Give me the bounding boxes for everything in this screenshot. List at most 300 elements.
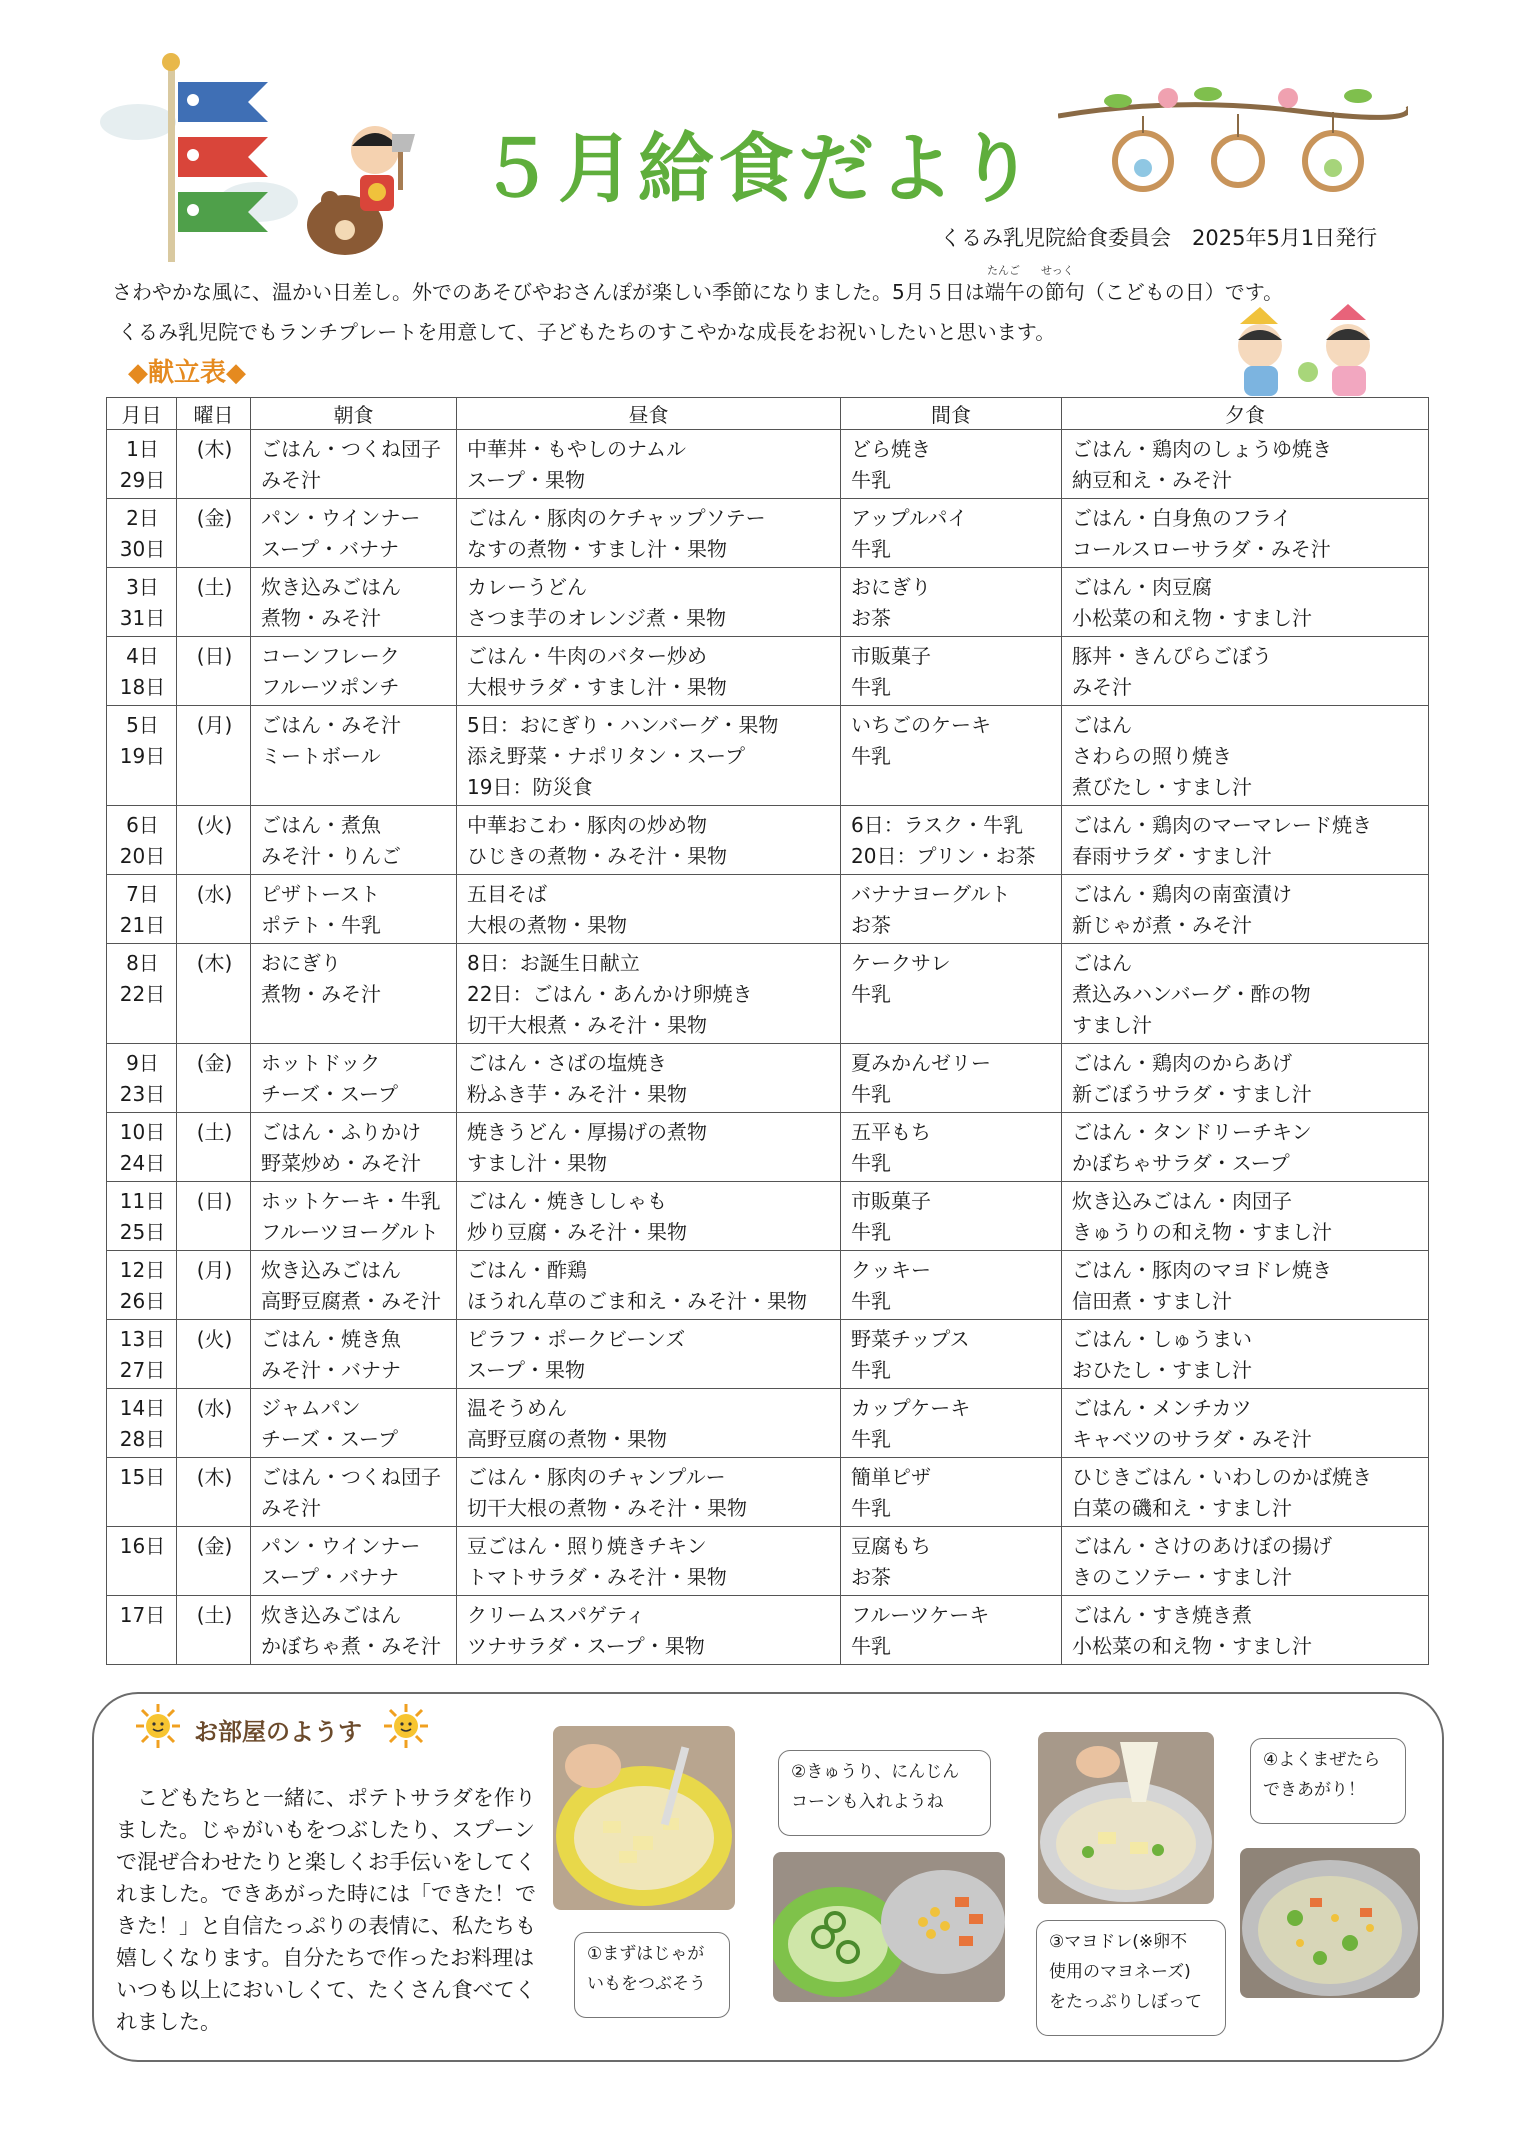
breakfast-cell: [251, 637, 457, 706]
dinner-cell: [1062, 1596, 1429, 1665]
lunch-cell: [457, 1527, 841, 1596]
table-row: [107, 706, 1429, 806]
cell-line: ピラフ・ポークビーンズ: [467, 1327, 686, 1351]
table-row: [107, 1458, 1429, 1527]
table-row: [107, 430, 1429, 499]
cell-line: ごはん・焼きししゃも: [467, 1189, 667, 1213]
table-row: [107, 499, 1429, 568]
cell-line: お茶: [851, 606, 891, 630]
breakfast-cell: [251, 1251, 457, 1320]
children-illustration: [1220, 302, 1400, 402]
cell-line: 11日: [119, 1189, 166, 1213]
photo-adding-vegetables: [773, 1852, 1005, 2002]
dinner-cell: [1062, 1389, 1429, 1458]
koinobori-illustration: [98, 52, 298, 262]
header-lunch: 昼食: [457, 398, 841, 430]
cell-line: 切干大根煮・みそ汁・果物: [467, 1013, 707, 1037]
cell-line: ごはん・白身魚のフライ: [1072, 506, 1292, 530]
cell-line: 牛乳: [851, 537, 891, 561]
cell-line: いちごのケーキ: [851, 713, 991, 737]
cell-line: ごはん・さばの塩焼き: [467, 1051, 667, 1075]
snack-cell: [841, 568, 1062, 637]
cell-line: きのこソテー・すまし汁: [1072, 1565, 1292, 1589]
cell-line: 29日: [119, 468, 166, 492]
cell-line: 野菜チップス: [851, 1327, 970, 1351]
dinner-cell: [1062, 1320, 1429, 1389]
snack-cell: [841, 1044, 1062, 1113]
cell-line: 信田煮・すまし汁: [1072, 1289, 1232, 1313]
cell-line: 牛乳: [851, 675, 891, 699]
breakfast-cell: [251, 944, 457, 1044]
cell-line: 中華おこわ・豚肉の炒め物: [467, 813, 707, 837]
cell-line: ごはん・鶏肉のからあげ: [1072, 1051, 1292, 1075]
cell-line: 大根の煮物・果物: [467, 913, 627, 937]
cell-line: 28日: [119, 1427, 166, 1451]
weekday-cell: (木): [177, 430, 251, 499]
weekday-cell: (火): [177, 1320, 251, 1389]
cell-line: ごはん・鶏肉のしょうゆ焼き: [1072, 437, 1332, 461]
dinner-cell: [1062, 806, 1429, 875]
cell-line: 牛乳: [851, 1358, 891, 1382]
breakfast-cell: [251, 430, 457, 499]
cell-line: フルーツヨーグルト: [261, 1220, 439, 1244]
cell-line: 22日: [119, 982, 166, 1006]
weekday-cell: (日): [177, 637, 251, 706]
greeting-line-1: さわやかな風に、温かい日差し。外でのあそびやおさんぽが楽しい季節になりました。5月５日は端午の節句（こどもの日）です。: [112, 280, 1284, 304]
table-header-row: [107, 398, 1429, 430]
menu-section-label: ◆献立表◆: [128, 358, 246, 388]
snack-cell: [841, 499, 1062, 568]
dinner-cell: [1062, 1182, 1429, 1251]
breakfast-cell: [251, 1320, 457, 1389]
cell-line: スープ・果物: [467, 468, 585, 492]
cell-line: 13日: [119, 1327, 166, 1351]
cell-line: ごはん: [1072, 951, 1132, 975]
lunch-cell: [457, 944, 841, 1044]
cell-line: 5日：おにぎり・ハンバーグ・果物: [467, 713, 779, 737]
breakfast-cell: [251, 499, 457, 568]
breakfast-cell: [251, 806, 457, 875]
table-row: [107, 806, 1429, 875]
dinner-cell: [1062, 1113, 1429, 1182]
cell-line: ケークサレ: [851, 951, 951, 975]
cell-line: 炊き込みごはん: [261, 1258, 401, 1282]
cell-line: チーズ・スープ: [261, 1082, 398, 1106]
cell-line: みそ汁: [261, 1496, 321, 1520]
cell-line: 牛乳: [851, 982, 891, 1006]
snack-cell: [841, 1389, 1062, 1458]
cell-line: おにぎり: [851, 575, 931, 599]
cell-line: アップルパイ: [851, 506, 968, 530]
snack-cell: [841, 430, 1062, 499]
cell-line: すまし汁・果物: [467, 1151, 607, 1175]
cell-line: 牛乳: [851, 1082, 891, 1106]
cell-line: 温そうめん: [467, 1396, 567, 1420]
cell-line: カレーうどん: [467, 575, 587, 599]
ruby-sekku: せっく: [1041, 264, 1074, 277]
cell-line: みそ汁: [1072, 675, 1132, 699]
cell-line: フルーツケーキ: [851, 1603, 990, 1627]
cell-line: 24日: [119, 1151, 166, 1175]
issuer-line: くるみ乳児院給食委員会 2025年5月1日発行: [940, 226, 1378, 250]
menu-table-body: [107, 430, 1429, 1665]
cell-line: 高野豆腐煮・みそ汁: [261, 1289, 441, 1313]
date-cell: [107, 1458, 177, 1527]
cell-line: 27日: [119, 1358, 166, 1382]
cell-line: ごはん・鶏肉のマーマレード焼き: [1072, 813, 1372, 837]
weekday-cell: (日): [177, 1182, 251, 1251]
cell-line: スープ・バナナ: [261, 1565, 399, 1589]
cell-line: 春雨サラダ・すまし汁: [1072, 844, 1272, 868]
date-cell: [107, 1044, 177, 1113]
cell-line: クッキー: [851, 1258, 931, 1282]
cell-line: 簡単ピザ: [851, 1465, 931, 1489]
dinner-cell: [1062, 875, 1429, 944]
cell-line: パン・ウインナー: [261, 506, 421, 530]
cell-line: 焼きうどん・厚揚げの煮物: [467, 1120, 707, 1144]
cell-line: ごはん・豚肉のマヨドレ焼き: [1072, 1258, 1332, 1282]
lunch-cell: [457, 430, 841, 499]
breakfast-cell: [251, 1596, 457, 1665]
cell-line: 9日: [126, 1051, 159, 1075]
cell-line: ごはん・豚肉のチャンプルー: [467, 1465, 726, 1489]
kintaro-bear-illustration: [300, 120, 430, 260]
table-row: [107, 1113, 1429, 1182]
cell-line: ごはん・しゅうまい: [1072, 1327, 1252, 1351]
cell-line: 牛乳: [851, 1151, 891, 1175]
lunch-cell: [457, 1113, 841, 1182]
weekday-cell: (木): [177, 944, 251, 1044]
cell-line: 煮びたし・すまし汁: [1072, 775, 1252, 799]
cell-line: ホットケーキ・牛乳: [261, 1189, 441, 1213]
dinner-cell: [1062, 430, 1429, 499]
cell-line: ほうれん草のごま和え・みそ汁・果物: [467, 1289, 807, 1313]
cell-line: 21日: [119, 913, 166, 937]
header-date: 月日: [107, 398, 177, 430]
cell-line: チーズ・スープ: [261, 1427, 398, 1451]
date-cell: [107, 1596, 177, 1665]
table-row: [107, 1182, 1429, 1251]
table-row: [107, 637, 1429, 706]
cell-line: 切干大根の煮物・みそ汁・果物: [467, 1496, 747, 1520]
cell-line: みそ汁・バナナ: [261, 1358, 401, 1382]
photo-finished-salad: [1240, 1848, 1420, 1998]
cell-line: ごはん・牛肉のバター炒め: [467, 644, 707, 668]
cell-line: 牛乳: [851, 1289, 891, 1313]
sun-icon: [134, 1702, 182, 1750]
weekday-cell: (水): [177, 1389, 251, 1458]
dinner-cell: [1062, 568, 1429, 637]
table-row: [107, 1389, 1429, 1458]
cell-line: 14日: [119, 1396, 166, 1420]
date-cell: [107, 1389, 177, 1458]
cell-line: トマトサラダ・みそ汁・果物: [467, 1565, 727, 1589]
weekday-cell: (土): [177, 568, 251, 637]
breakfast-cell: [251, 875, 457, 944]
cell-line: 炒り豆腐・みそ汁・果物: [467, 1220, 687, 1244]
sun-icon: [382, 1702, 430, 1750]
cell-line: 牛乳: [851, 1634, 891, 1658]
lunch-cell: [457, 1596, 841, 1665]
cell-line: 五目そば: [467, 882, 547, 906]
cell-line: 牛乳: [851, 1220, 891, 1244]
room-description: こどもたちと一緒に、ポテトサラダを作りました。じゃがいもをつぶしたり、スプーンで混ぜ合わせたりと楽しくお手伝いをしてくれました。できあがった時には「できた！できた！」と自信たっぷりの表情に、私たちも嬉しくなります。自分たちで作ったお料理はいつも以上においしくて、たくさん食べてくれました。: [116, 1786, 536, 2034]
cell-line: ひじきの煮物・みそ汁・果物: [467, 844, 727, 868]
cell-line: どら焼き: [851, 437, 931, 461]
lunch-cell: [457, 875, 841, 944]
date-cell: [107, 806, 177, 875]
cell-line: 8日: [126, 951, 159, 975]
caption-step-4: ④よくまぜたら できあがり！: [1250, 1738, 1406, 1824]
cell-line: 白菜の磯和え・すまし汁: [1072, 1496, 1292, 1520]
cell-line: 大根サラダ・すまし汁・果物: [467, 675, 727, 699]
table-row: [107, 875, 1429, 944]
header-breakfast: 朝食: [251, 398, 457, 430]
cell-line: 1日: [126, 437, 159, 461]
cell-line: 市販菓子: [851, 1189, 931, 1213]
cell-line: コーンフレーク: [261, 644, 400, 668]
cell-line: 豆ごはん・照り焼きチキン: [467, 1534, 707, 1558]
table-row: [107, 1596, 1429, 1665]
cell-line: ごはん・焼き魚: [261, 1327, 401, 1351]
lunch-cell: [457, 1251, 841, 1320]
cell-line: 19日: [119, 744, 166, 768]
breakfast-cell: [251, 1113, 457, 1182]
cell-line: 市販菓子: [851, 644, 931, 668]
cell-line: キャベツのサラダ・みそ汁: [1072, 1427, 1312, 1451]
cell-line: 添え野菜・ナポリタン・スープ: [467, 744, 745, 768]
snack-cell: [841, 1527, 1062, 1596]
lunch-cell: [457, 1389, 841, 1458]
table-row: [107, 1251, 1429, 1320]
table-row: [107, 1044, 1429, 1113]
cell-line: ごはん・つくね団子: [261, 1465, 441, 1489]
cell-line: 中華丼・もやしのナムル: [467, 437, 686, 461]
cell-line: 2日: [126, 506, 159, 530]
cell-line: 納豆和え・みそ汁: [1072, 468, 1232, 492]
cell-line: 牛乳: [851, 1427, 891, 1451]
ruby-tango: たんご: [987, 264, 1020, 277]
caption-step-2: ②きゅうり、にんじん コーンも入れようね: [778, 1750, 991, 1836]
cell-line: 3日: [126, 575, 159, 599]
dinner-cell: [1062, 637, 1429, 706]
cell-line: ごはん・つくね団子: [261, 437, 441, 461]
cell-line: かぼちゃ煮・みそ汁: [261, 1634, 441, 1658]
cell-line: さつま芋のオレンジ煮・果物: [467, 606, 726, 630]
greeting-line-2: くるみ乳児院でもランチプレートを用意して、子どもたちのすこやかな成長をお祝いしたいと思います。: [118, 320, 1056, 344]
cell-line: 7日: [126, 882, 159, 906]
cell-line: 19日：防災食: [467, 775, 593, 799]
cell-line: 炊き込みごはん: [261, 1603, 401, 1627]
cell-line: おひたし・すまし汁: [1072, 1358, 1252, 1382]
cell-line: クリームスパゲティ: [467, 1603, 646, 1627]
date-cell: [107, 637, 177, 706]
date-cell: [107, 1527, 177, 1596]
weekday-cell: (金): [177, 1527, 251, 1596]
newsletter-title: ５月給食だより: [478, 124, 1038, 213]
dinner-cell: [1062, 1527, 1429, 1596]
weekday-cell: (月): [177, 706, 251, 806]
cell-line: 炊き込みごはん・肉団子: [1072, 1189, 1292, 1213]
cell-line: 12日: [119, 1258, 166, 1282]
cell-line: 16日: [119, 1534, 166, 1558]
snack-cell: [841, 806, 1062, 875]
weekday-cell: (木): [177, 1458, 251, 1527]
cell-line: お茶: [851, 913, 891, 937]
lunch-cell: [457, 1458, 841, 1527]
breakfast-cell: [251, 1458, 457, 1527]
cell-line: 22日：ごはん・あんかけ卵焼き: [467, 982, 753, 1006]
cell-line: ごはん・肉豆腐: [1072, 575, 1212, 599]
cell-line: 炊き込みごはん: [261, 575, 401, 599]
date-cell: [107, 1251, 177, 1320]
snack-cell: [841, 875, 1062, 944]
cell-line: 高野豆腐の煮物・果物: [467, 1427, 667, 1451]
cell-line: ホットドック: [261, 1051, 381, 1075]
cell-line: ごはん・さけのあけぼの揚げ: [1072, 1534, 1332, 1558]
cell-line: ごはん・タンドリーチキン: [1072, 1120, 1312, 1144]
cell-line: おにぎり: [261, 951, 341, 975]
dinner-cell: [1062, 706, 1429, 806]
breakfast-cell: [251, 568, 457, 637]
menu-table: [106, 397, 1429, 1665]
snack-cell: [841, 1596, 1062, 1665]
cell-line: コールスローサラダ・みそ汁: [1072, 537, 1331, 561]
cell-line: ごはん・メンチカツ: [1072, 1396, 1252, 1420]
cell-line: ポテト・牛乳: [261, 913, 381, 937]
cell-line: すまし汁: [1072, 1013, 1152, 1037]
cell-line: 30日: [119, 537, 166, 561]
lunch-cell: [457, 1044, 841, 1113]
cell-line: 煮物・みそ汁: [261, 606, 381, 630]
cell-line: 6日: [126, 813, 159, 837]
cell-line: 10日: [119, 1120, 166, 1144]
date-cell: [107, 944, 177, 1044]
cell-line: フルーツポンチ: [261, 675, 400, 699]
lunch-cell: [457, 499, 841, 568]
weekday-cell: (金): [177, 499, 251, 568]
cell-line: みそ汁: [261, 468, 321, 492]
header-snack: 間食: [841, 398, 1062, 430]
cell-line: なすの煮物・すまし汁・果物: [467, 537, 727, 561]
cell-line: 夏みかんゼリー: [851, 1051, 991, 1075]
header-weekday: 曜日: [177, 398, 251, 430]
weekday-cell: (月): [177, 1251, 251, 1320]
cell-line: ごはん・すき焼き煮: [1072, 1603, 1252, 1627]
snack-cell: [841, 1113, 1062, 1182]
cell-line: 23日: [119, 1082, 166, 1106]
cell-line: ジャムパン: [261, 1396, 361, 1420]
table-row: [107, 944, 1429, 1044]
cell-line: 煮物・みそ汁: [261, 982, 381, 1006]
snack-cell: [841, 1182, 1062, 1251]
cell-line: 五平もち: [851, 1120, 931, 1144]
cell-line: 6日：ラスク・牛乳: [851, 813, 1024, 837]
cell-line: ごはん・鶏肉の南蛮漬け: [1072, 882, 1292, 906]
cell-line: 18日: [119, 675, 166, 699]
weekday-cell: (土): [177, 1113, 251, 1182]
caption-step-3: ③マヨドレ(※卵不 使用のマヨネーズ) をたっぷりしぼって: [1036, 1920, 1226, 2036]
lunch-cell: [457, 806, 841, 875]
cell-line: きゅうりの和え物・すまし汁: [1072, 1220, 1332, 1244]
snack-cell: [841, 637, 1062, 706]
date-cell: [107, 706, 177, 806]
cell-line: 煮込みハンバーグ・酢の物: [1072, 982, 1311, 1006]
dinner-cell: [1062, 1458, 1429, 1527]
breakfast-cell: [251, 1182, 457, 1251]
date-cell: [107, 430, 177, 499]
cell-line: スープ・果物: [467, 1358, 585, 1382]
cell-line: 新ごぼうサラダ・すまし汁: [1072, 1082, 1312, 1106]
cell-line: 4日: [126, 644, 159, 668]
cell-line: 牛乳: [851, 468, 891, 492]
dinner-cell: [1062, 1044, 1429, 1113]
photo-mashing-potatoes: [553, 1726, 735, 1910]
date-cell: [107, 1182, 177, 1251]
breakfast-cell: [251, 1044, 457, 1113]
cell-line: 豚丼・きんぴらごぼう: [1072, 644, 1272, 668]
snack-cell: [841, 944, 1062, 1044]
dinner-cell: [1062, 499, 1429, 568]
cell-line: ごはん・酢鶏: [467, 1258, 587, 1282]
cell-line: ごはん・煮魚: [261, 813, 381, 837]
lunch-cell: [457, 637, 841, 706]
cell-line: お茶: [851, 1565, 891, 1589]
cell-line: ごはん・みそ汁: [261, 713, 401, 737]
lunch-cell: [457, 1182, 841, 1251]
weekday-cell: (金): [177, 1044, 251, 1113]
weekday-cell: (水): [177, 875, 251, 944]
breakfast-cell: [251, 1389, 457, 1458]
cell-line: ごはん: [1072, 713, 1132, 737]
weekday-cell: (火): [177, 806, 251, 875]
dinner-cell: [1062, 944, 1429, 1044]
cell-line: ごはん・豚肉のケチャップソテー: [467, 506, 766, 530]
room-section-title: お部屋のようす: [194, 1718, 362, 1746]
cell-line: 牛乳: [851, 744, 891, 768]
lunch-cell: [457, 568, 841, 637]
cell-line: 15日: [119, 1465, 166, 1489]
cell-line: パン・ウインナー: [261, 1534, 421, 1558]
cell-line: 牛乳: [851, 1496, 891, 1520]
snack-cell: [841, 1320, 1062, 1389]
date-cell: [107, 499, 177, 568]
cell-line: 20日: [119, 844, 166, 868]
cell-line: 5日: [126, 713, 159, 737]
lunch-cell: [457, 706, 841, 806]
photo-adding-mayonnaise: [1038, 1732, 1214, 1904]
cell-line: みそ汁・りんご: [261, 844, 401, 868]
cell-line: さわらの照り焼き: [1072, 744, 1232, 768]
cell-line: 20日：プリン・お茶: [851, 844, 1036, 868]
cell-line: 豆腐もち: [851, 1534, 931, 1558]
snack-cell: [841, 1458, 1062, 1527]
cell-line: 8日：お誕生日献立: [467, 951, 640, 975]
cell-line: ごはん・ふりかけ: [261, 1120, 421, 1144]
table-row: [107, 1527, 1429, 1596]
cell-line: ピザトースト: [261, 882, 380, 906]
breakfast-cell: [251, 706, 457, 806]
cell-line: 野菜炒め・みそ汁: [261, 1151, 421, 1175]
cell-line: カップケーキ: [851, 1396, 971, 1420]
cell-line: バナナヨーグルト: [851, 882, 1011, 906]
header-dinner: 夕食: [1062, 398, 1429, 430]
cell-line: 31日: [119, 606, 166, 630]
cell-line: かぼちゃサラダ・スープ: [1072, 1151, 1290, 1175]
cell-line: ミートボール: [261, 744, 381, 768]
birds-branch-illustration: [1058, 76, 1408, 206]
date-cell: [107, 568, 177, 637]
